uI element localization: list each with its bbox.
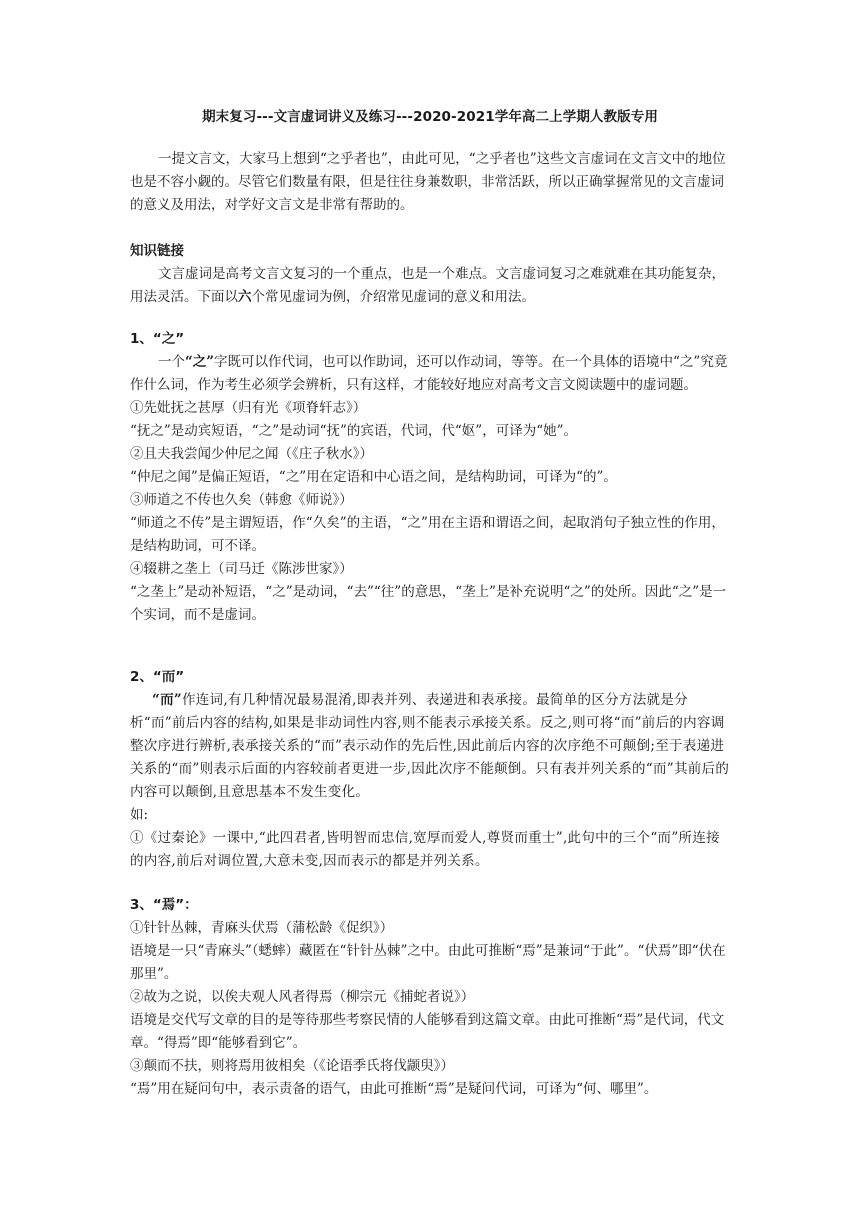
page-title: 期末复习---文言虚词讲义及练习---2020-2021学年高二上学期人教版专用 [202, 109, 658, 125]
example-2-note: “仲尼之闻”是偏正短语，“之”用在定语和中心语之间，是结构助词，可译为“的”。 [130, 469, 617, 485]
example-3-note: “师道之不传”是主谓短语，作“久矣”的主语，“之”用在主语和谓语之间，起取消句子独立性的作用，是结构助词，可不译。 [130, 515, 725, 554]
example-1: ①先妣抚之甚厚（归有光《项脊轩志》） [130, 400, 367, 416]
intro-section [130, 148, 732, 217]
section-er [130, 666, 732, 873]
yan-example-1-note: 语境是一只“青麻头”（蟋蟀）藏匿在“针针丛棘”之中。由此可推断“焉”是兼词“于此”。“伏焉”即“伏在那里”。 [130, 943, 726, 982]
example-2: ②且夫我尝闻少仲尼之闻（《庄子秋水》） [130, 446, 373, 462]
example-1-note: “抚之”是动宾短语，“之”是动词“抚”的宾语，代词，代“妪”，可译为“她”。 [130, 423, 578, 439]
example-3: ③师道之不传也久矣（韩愈《师说》） [130, 492, 353, 508]
knowledge-link-heading: 知识链接 [130, 243, 184, 259]
section-yan [130, 894, 732, 1101]
section-er-example-1: ①《过秦论》一课中,“此四君者,皆明智而忠信,宽厚而爱人,尊贤而重士”,此句中的三个“而”所连接的内容,前后对调位置,大意未变,因而表示的都是并列关系。 [130, 830, 720, 869]
intro-paragraph: 一提文言文，大家马上想到“之乎者也”，由此可见，“之乎者也”这些文言虚词在文言文中的地位也是不容小觑的。尽管它们数量有限，但是往往身兼数职，非常活跃，所以正确掌握常见的文言虚词的意义及用法，对学好文言文是非常有帮助的。 [130, 151, 726, 213]
example-4-note: “之垄上”是动补短语，“之”是动词，“去”“往”的意思，“垄上”是补充说明“之”的处所。因此“之”是一个实词，而不是虚词。 [130, 584, 727, 623]
knowledge-link-text-a: 文言虚词是高考文言文复习的一个重点，也是一个难点。文言虚词复习之难就难在其功能复杂，用法灵活。下面以 [130, 266, 725, 305]
section-er-heading: 2、“而” [130, 669, 185, 685]
yan-example-3: ③颠而不扶，则将焉用彼相矣（《论语季氏将伐颛臾》） [130, 1058, 454, 1074]
yan-example-1: ①针针丛棘，青麻头伏焉（蒲松龄《促织》） [130, 920, 394, 936]
knowledge-link-section [130, 240, 732, 309]
knowledge-link-text-b: 个常见虚词为例，介绍常见虚词的意义和用法。 [251, 289, 535, 305]
yan-example-2-note: 语境是交代写文章的目的是等待那些考察民情的人能够看到这篇文章。由此可推断“焉”是代词，代文章。“得焉”即“能够看到它”。 [130, 1012, 725, 1051]
yan-example-3-note: “焉”用在疑问句中，表示责备的语气，由此可推断“焉”是疑问代词，可译为“何、哪里”。 [130, 1081, 658, 1097]
section-er-ru: 如: [130, 807, 149, 823]
knowledge-link-paragraph [130, 263, 732, 309]
example-4: ④辍耕之垄上（司马迁《陈涉世家》） [130, 561, 353, 577]
section-zhi [130, 328, 732, 627]
section-er-paragraph: “而”作连词,有几种情况最易混淆,即表并列、表递进和表承接。最简单的区分方法就是分析“而”前后内容的结构,如果是非动词性内容,则不能表示承接关系。反之,则可将“而”前后的内容调整次序进行辨析,表承接关系的“而”表示动作的先后性,因此前后内容的次序绝不可颠倒;至于表递进关系的“而”则表示后面的内容较前者更进一步,因此次序不能颠倒。只有表并列关系的“而”其前后的内容可以颠倒,且意思基本不发生变化。 [130, 692, 730, 800]
section-zhi-intro: 一个“之”字既可以作代词，也可以作助词，还可以作动词，等等。在一个具体的语境中“之”究竟作什么词，作为考生必须学会辨析，只有这样，才能较好地应对高考文言文阅读题中的虚词题。 [130, 354, 728, 393]
section-yan-heading: 3、“焉”： [130, 897, 198, 913]
knowledge-link-count: 六 [238, 289, 252, 305]
section-zhi-heading: 1、“之” [130, 331, 185, 347]
yan-example-2: ②故为之说，以俟夫观人风者得焉（柳宗元《捕蛇者说》） [130, 989, 475, 1005]
